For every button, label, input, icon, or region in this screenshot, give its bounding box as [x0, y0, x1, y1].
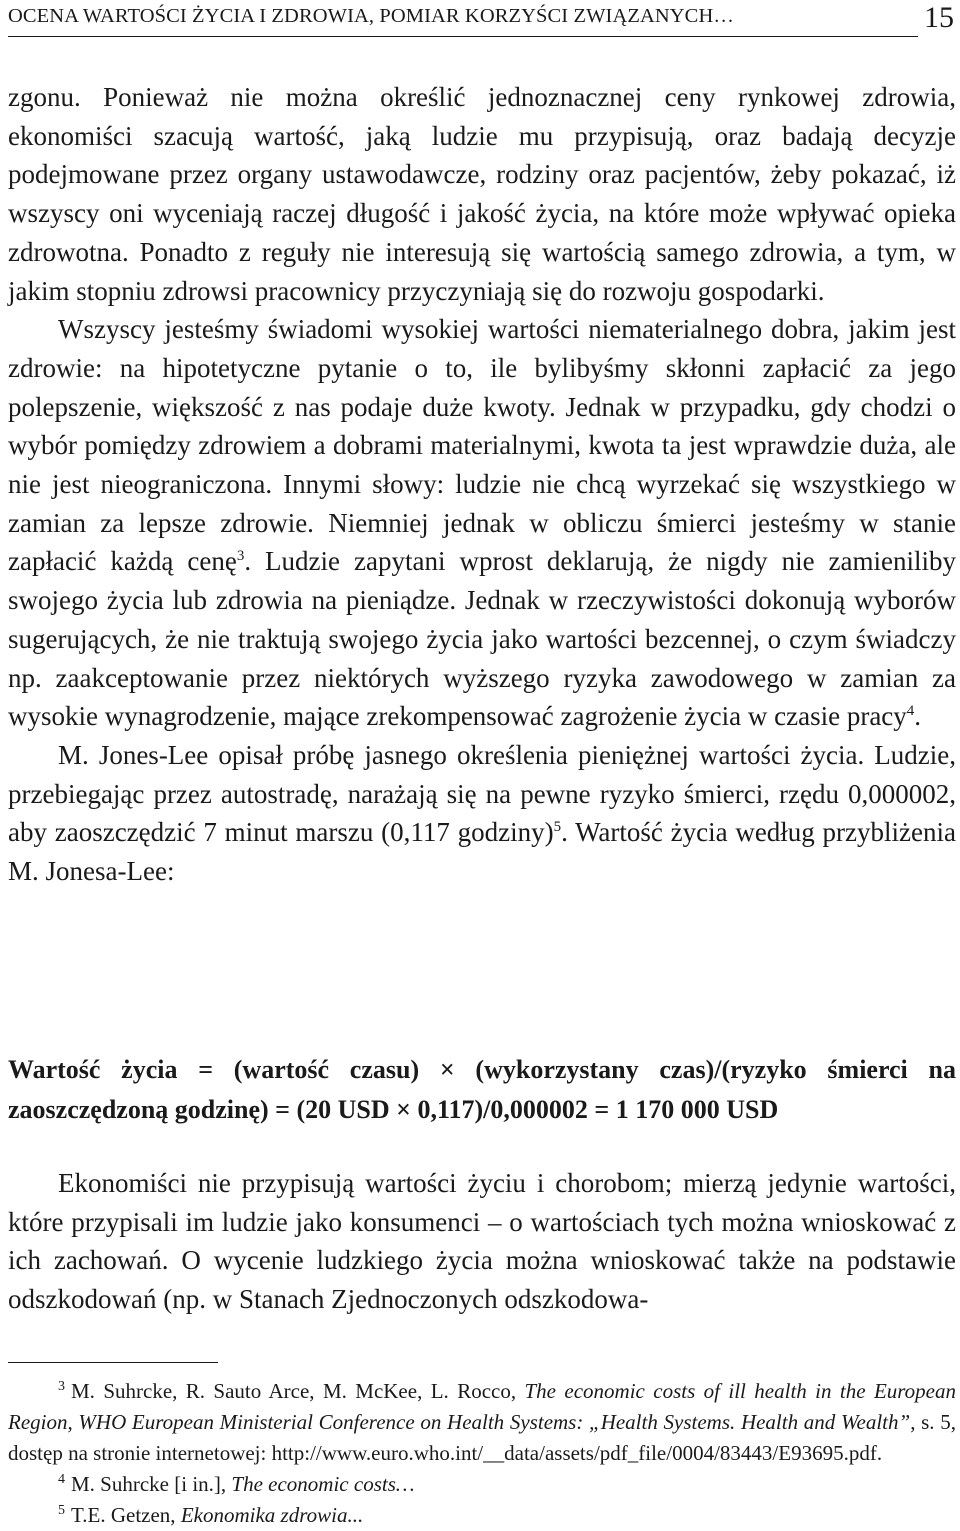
footnote-ref-3[interactable]: 3 — [236, 548, 245, 565]
paragraph-2-text-c: . — [914, 701, 922, 732]
footnote-4-authors: M. Suhrcke [i in.], — [71, 1472, 232, 1496]
footnote-3-source: , s. 5, dostęp na stronie internetowej: http://www.euro.who.int/__data/assets/pdf_file/0004/83443/E93695.pdf. — [8, 1410, 956, 1465]
header-rule — [8, 36, 918, 37]
running-header — [8, 0, 956, 38]
formula: Wartość życia = (wartość czasu) × (wykorzystany czas)/(ryzyko śmierci na zaoszczędzoną godzinę) = (20 USD × 0,117)/0,000002 = 1 170 000 USD — [8, 1055, 956, 1124]
footnote-4 — [8, 1469, 956, 1500]
footnote-3 — [8, 1376, 956, 1469]
paragraph-3 — [8, 736, 956, 891]
footnote-4-title: The economic costs… — [231, 1472, 415, 1496]
paragraph-2-text-a: Wszyscy jesteśmy świadomi wysokiej wartości niematerialnego dobra, jakim jest zdrowie: na hipotetyczne pytanie o to, ile bylibyśmy skłonni zapłacić za jego polepszenie, większość z nas podaje duże kwoty. Jednak w przypadku, gdy chodzi o wybór pomiędzy zdrowiem a dobrami materialnymi, kwota ta jest wprawdzie duża, ale nie jest nieograniczona. Innymi słowy: ludzie nie chcą wyrzekać się wszystkiego w zamian za lepsze zdrowie. Niemniej jednak w obliczu śmierci jesteśmy w stanie zapłacić każdą cenę — [8, 314, 956, 577]
footnote-5 — [8, 1500, 956, 1531]
paragraph-2-text-b: . Ludzie zapytani wprost deklarują, że nigdy nie zamieniliby swojego życia lub zdrowia na pieniądze. Jednak w rzeczywistości dokonują wyborów sugerujących, że nie traktują swojego życia jako wartości bezcennej, o czym świadczy np. zaakceptowanie przez niektórych wyższego ryzyka zawodowego w zamian za wysokie wynagrodzenie, mające zrekompensować zagrożenie życia w czasie pracy — [8, 546, 956, 732]
footnote-3-title: The economic costs of ill health in the European Region, WHO European Ministerial Conference on Health Systems: „Health Systems. Health and Wealth” — [8, 1379, 956, 1434]
body-text-continued — [8, 1164, 956, 1318]
paragraph-4: Ekonomiści nie przypisują wartości życiu i chorobom; mierzą jedynie wartości, które przypisali im ludzie jako konsumenci – o wartościach tych można wnioskować z ich zachowań. O wycenie ludzkiego życia można wnioskować także na podstawie odszkodowań (np. w Stanach Zjednoczonych odszkodowa- — [8, 1168, 956, 1314]
footnote-3-number: 3 — [58, 1379, 65, 1394]
footnote-rule — [8, 1362, 218, 1363]
footnote-5-title: Ekonomika zdrowia... — [180, 1503, 364, 1527]
footnote-5-number: 5 — [58, 1503, 65, 1518]
footnote-ref-5[interactable]: 5 — [553, 819, 562, 836]
running-title: OCENA WARTOŚCI ŻYCIA I ZDROWIA, POMIAR KORZYŚCI ZWIĄZANYCH… — [8, 5, 734, 27]
paragraph-1-text: zgonu. Ponieważ nie można określić jednoznacznej ceny rynkowej zdrowia, ekonomiści szacują wartość, jaką ludzie mu przypisują, oraz badają decyzje podejmowane przez organy ustawodawcze, rodziny oraz pacjentów, żeby pokazać, iż wszyscy oni wyceniają raczej długość i jakość życia, na które może wpływać opieka zdrowotna. Ponadto z reguły nie interesują się wartością samego zdrowia, a tym, w jakim stopniu zdrowsi pracownicy przyczyniają się do rozwoju gospodarki. — [8, 82, 956, 306]
footnote-5-authors: T.E. Getzen, — [71, 1503, 181, 1527]
footnotes — [8, 1376, 956, 1531]
paragraph-2 — [8, 310, 956, 736]
paragraph-3-text-b: . Wartość życia według przybliżenia M. Jonesa-Lee: — [8, 817, 956, 887]
footnote-ref-4[interactable]: 4 — [906, 703, 915, 720]
footnote-3-authors: M. Suhrcke, R. Sauto Arce, M. McKee, L. Rocco, — [71, 1379, 525, 1403]
paragraph-3-text-a: M. Jones-Lee opisał próbę jasnego określenia pieniężnej wartości życia. Ludzie, przebiegając przez autostradę, narażają się na pewne ryzyko śmierci, rzędu 0,000002, aby zaoszczędzić 7 minut marszu (0,117 godziny) — [8, 739, 956, 848]
paragraph-1 — [8, 78, 956, 310]
body-text — [8, 78, 956, 891]
footnote-4-number: 4 — [58, 1472, 65, 1487]
page-number: 15 — [924, 1, 954, 34]
